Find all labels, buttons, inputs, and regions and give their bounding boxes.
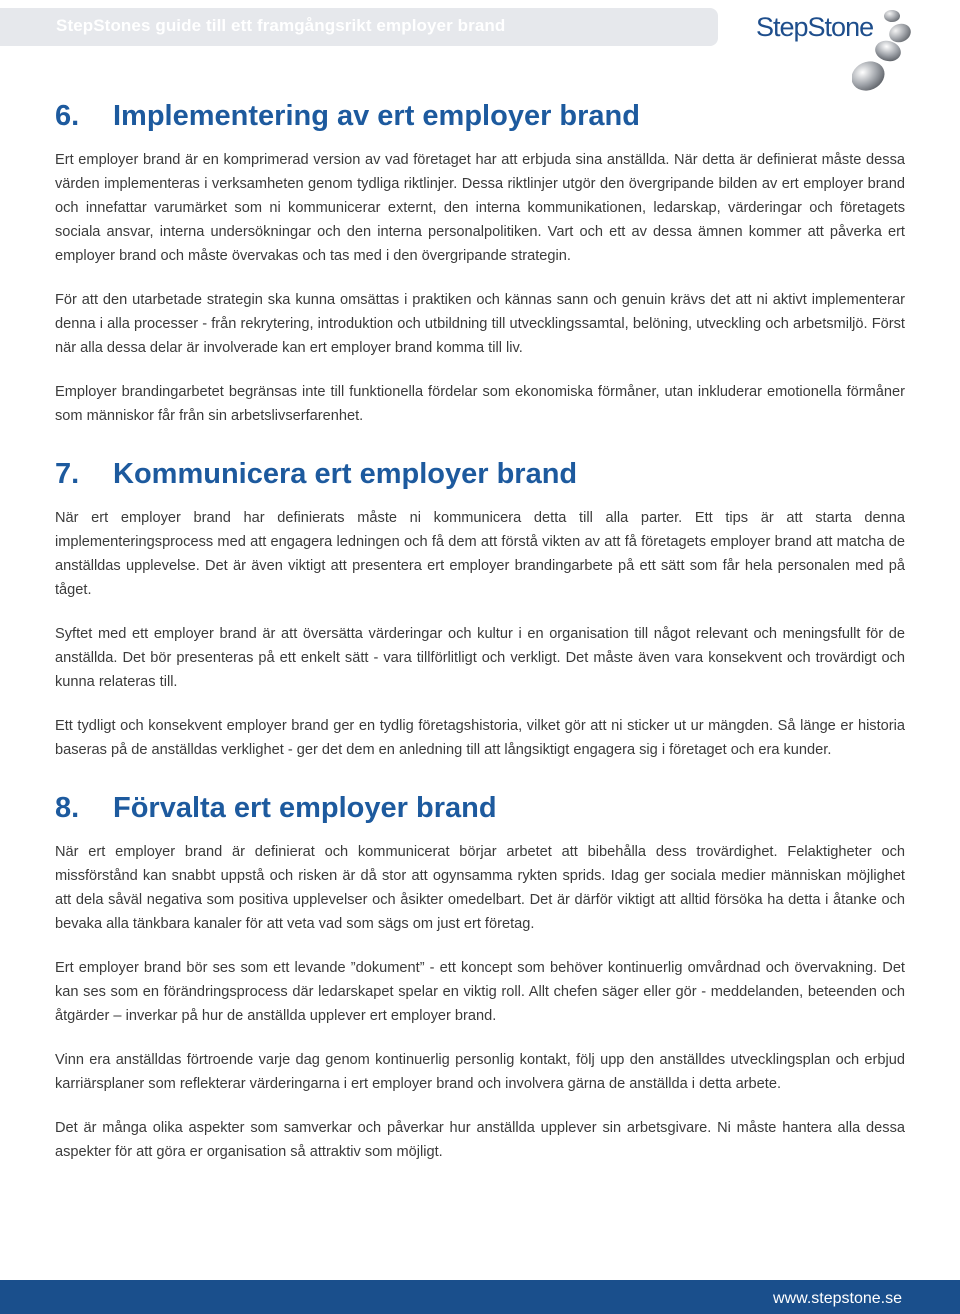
stepstone-logo[interactable] [756, 6, 956, 96]
section-heading [55, 96, 905, 136]
document-title: StepStones guide till ett framgångsrikt employer brand [56, 16, 506, 35]
paragraph: För att den utarbetade strategin ska kunna omsättas i praktiken och kännas sann och genuin krävs det att ni aktivt implementerar denna i alla processer - från rekrytering, introduktion och utbildning till utvecklingssamtal, belöning, utveckling och arbetsmiljö. Först när alla dessa delar är involverade kan ert employer brand komma till liv. [55, 292, 905, 356]
section-heading [55, 788, 905, 828]
paragraph: Ert employer brand bör ses som ett levande ”dokument” - ett koncept som behöver kontinuerlig omvårdnad och övervakning. Det kan ses som en förändringsprocess där ledarskapet spelar en viktig roll. Allt chefen säger eller gör - meddelanden, beteenden och åtgärder – inverkar på hur de anställda upplever ert employer brand. [55, 960, 905, 1024]
section-manage [55, 788, 905, 1164]
paragraph: Det är många olika aspekter som samverkar och påverkar hur anställda upplever sin arbetsgivare. Ni måste hantera alla dessa aspekter för att göra er organisation så attraktiv som möjligt. [55, 1120, 905, 1160]
logo-text: StepStone [756, 12, 874, 42]
paragraph: Ert employer brand är en komprimerad version av vad företaget har att erbjuda sina anställda. När detta är definierat måste dessa värden implementeras i verksamheten genom tydliga riktlinjer. Dessa riktlinjer utgör den övergripande bilden av ert employer brand och innefattar varumärket som ni kommunicerar externt, den interna kommunikationen, ledarskap, värderingar och företagets sociala ansvar, interna undersökningar och den interna personalpolitiken. Vart och ett av dessa ämnen kommer att påverka ert employer brand och måste övervakas och tas med i den övergripande strategin. [55, 152, 905, 264]
paragraph: Employer brandingarbetet begränsas inte till funktionella fördelar som ekonomiska förmåner, utan inkluderar emotionella förmåner som människor får från sin arbetslivserfarenhet. [55, 384, 905, 424]
section-title: Kommunicera ert employer brand [113, 457, 578, 490]
section-implementation [55, 96, 905, 428]
section-number: 8. [55, 791, 80, 824]
section-title: Implementering av ert employer brand [113, 99, 640, 132]
main-content [55, 96, 905, 1164]
paragraph: Vinn era anställdas förtroende varje dag genom kontinuerlig personlig kontakt, följ upp den anställdes utvecklingsplan och erbjud karriärsplaner som reflekterar värderingarna i ert employer brand och involvera gärna de anställda i detta arbete. [55, 1052, 905, 1092]
paragraph: När ert employer brand är definierat och kommunicerat börjar arbetet att bibehålla dess trovärdighet. Felaktigheter och missförstånd kan snabbt uppstå och risken är då stor att ogynsamma rykten sprids. Idag ger sociala medier människan möjlighet att dela såväl negativa som positiva upplevelser och åsikter omedelbart. Det är därför viktigt att alltid försöka ha detta i åtanke och bevaka alla tänkbara kanaler för att veta vad som sägs om just ert företag. [55, 844, 905, 932]
section-communicate [55, 454, 905, 762]
paragraph: Ett tydligt och konsekvent employer brand ger en tydlig företagshistoria, vilket gör att ni sticker ut ur mängden. Så länge er historia baseras på de anställdas verklighet - ger det dem en anledning till att långsiktigt engagera sig i företaget och era kunder. [55, 718, 905, 758]
section-number: 7. [55, 457, 80, 490]
paragraph: När ert employer brand har definierats måste ni kommunicera detta till alla parter. Ett tips är att starta denna implementeringsprocess med att engagera ledningen och få dem att förstå vikten av att få företagets employer brand att matcha de anställdas upplevelse. Det är även viktigt att presentera ert employer brandingarbete på ett sätt som får hela personalen med på tåget. [55, 510, 905, 598]
section-title: Förvalta ert employer brand [113, 791, 497, 824]
footer-bar [0, 1280, 960, 1314]
paragraph: Syftet med ett employer brand är att översätta värderingar och kultur i en organisation till något relevant och meningsfullt för de anställda. Det bör presenteras på ett enkelt sätt - vara tillförlitligt och verkligt. Det måste även vara konsekvent och trovärdigt och kunna relateras till. [55, 626, 905, 690]
section-number: 6. [55, 99, 80, 132]
section-heading [55, 454, 905, 494]
stepping-stones-icon [852, 6, 956, 98]
footer-website-link[interactable]: www.stepstone.se [773, 1290, 902, 1307]
